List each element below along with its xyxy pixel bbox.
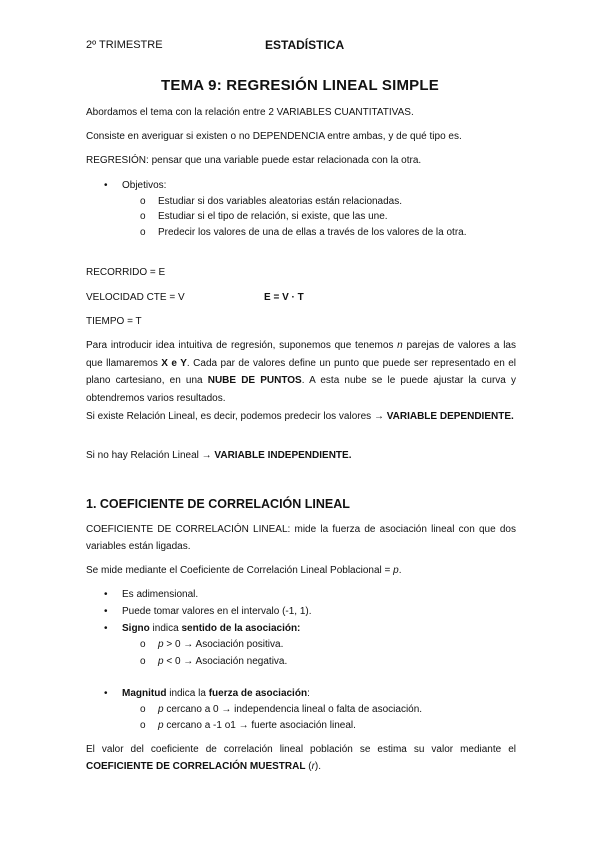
arrow-right-icon: → xyxy=(373,411,384,422)
circle-bullet-icon: o xyxy=(140,227,146,238)
relacion-lineal-paragraph: Si existe Relación Lineal, es decir, podemos predecir los valores → VARIABLE DEPENDIENTE. xyxy=(86,411,514,422)
objetivos-label: Objetivos: xyxy=(122,180,167,191)
bullet-icon: • xyxy=(104,688,108,699)
formula-tiempo: TIEMPO = T xyxy=(86,316,142,327)
bullet-icon: • xyxy=(104,623,108,634)
section-heading: 1. COEFICIENTE DE CORRELACIÓN LINEAL xyxy=(86,497,350,511)
property-item: Es adimensional. xyxy=(122,589,199,600)
objetivo-item: Estudiar si el tipo de relación, si existe, que las une. xyxy=(158,211,388,222)
coeficiente-muestral-paragraph: El valor del coeficiente de correlación lineal población se estima su valor mediante el COEFICIENTE DE CORRELACIÓN MUESTRAL (r). xyxy=(86,744,516,772)
coeficiente-mide: Se mide mediante el Coeficiente de Correlación Lineal Poblacional = p. xyxy=(86,565,402,576)
property-item: Puede tomar valores en el intervalo (-1, 1). xyxy=(122,606,312,617)
coeficiente-definition: COEFICIENTE DE CORRELACIÓN LINEAL: mide la fuerza de asociación lineal con que dos variables están ligadas. xyxy=(86,524,516,552)
circle-bullet-icon: o xyxy=(140,656,146,667)
regression-intro-paragraph: Para introducir idea intuitiva de regresión, suponemos que tenemos n parejas de valores a las que llamaremos X e Y. Cada par de valores define un punto que puede ser representado en el plano cartesiano, en una NUBE DE PUNTOS. A esta nube se le puede ajustar la curva y obtendremos varios resultados. xyxy=(86,340,516,404)
bullet-icon: • xyxy=(104,180,108,191)
formula-velocidad: VELOCIDAD CTE = V xyxy=(86,292,185,303)
header-subject: ESTADÍSTICA xyxy=(265,38,345,52)
intro-paragraph-3: REGRESIÓN: pensar que una variable puede estar relacionada con la otra. xyxy=(86,155,422,166)
header-trimester: 2º TRIMESTRE xyxy=(86,39,163,51)
objetivo-item: Estudiar si dos variables aleatorias están relacionadas. xyxy=(158,196,403,207)
circle-bullet-icon: o xyxy=(140,720,146,731)
magnitud-item: Magnitud indica la fuerza de asociación: xyxy=(122,688,310,699)
circle-bullet-icon: o xyxy=(140,196,146,207)
no-relacion-paragraph: Si no hay Relación Lineal → VARIABLE INDEPENDIENTE. xyxy=(86,450,352,461)
formula-equation: E = V · T xyxy=(264,292,304,303)
signo-subitem: p < 0 → Asociación negativa. xyxy=(158,656,288,667)
circle-bullet-icon: o xyxy=(140,211,146,222)
bullet-icon: • xyxy=(104,606,108,617)
signo-item: Signo indica sentido de la asociación: xyxy=(122,623,301,634)
formula-recorrido: RECORRIDO = E xyxy=(86,267,166,278)
circle-bullet-icon: o xyxy=(140,639,146,650)
objetivo-item: Predecir los valores de una de ellas a través de los valores de la otra. xyxy=(158,227,467,238)
magnitud-subitem: p cercano a -1 o1 → fuerte asociación lineal. xyxy=(158,720,356,731)
bullet-icon: • xyxy=(104,589,108,600)
magnitud-subitem: p cercano a 0 → independencia lineal o falta de asociación. xyxy=(158,704,423,715)
page-title: TEMA 9: REGRESIÓN LINEAL SIMPLE xyxy=(161,77,439,94)
signo-subitem: p > 0 → Asociación positiva. xyxy=(158,639,284,650)
arrow-right-icon: → xyxy=(201,450,212,461)
intro-paragraph-2: Consiste en averiguar si existen o no DEPENDENCIA entre ambas, y de qué tipo es. xyxy=(86,131,462,142)
intro-paragraph-1: Abordamos el tema con la relación entre 2 VARIABLES CUANTITATIVAS. xyxy=(86,107,414,118)
circle-bullet-icon: o xyxy=(140,704,146,715)
